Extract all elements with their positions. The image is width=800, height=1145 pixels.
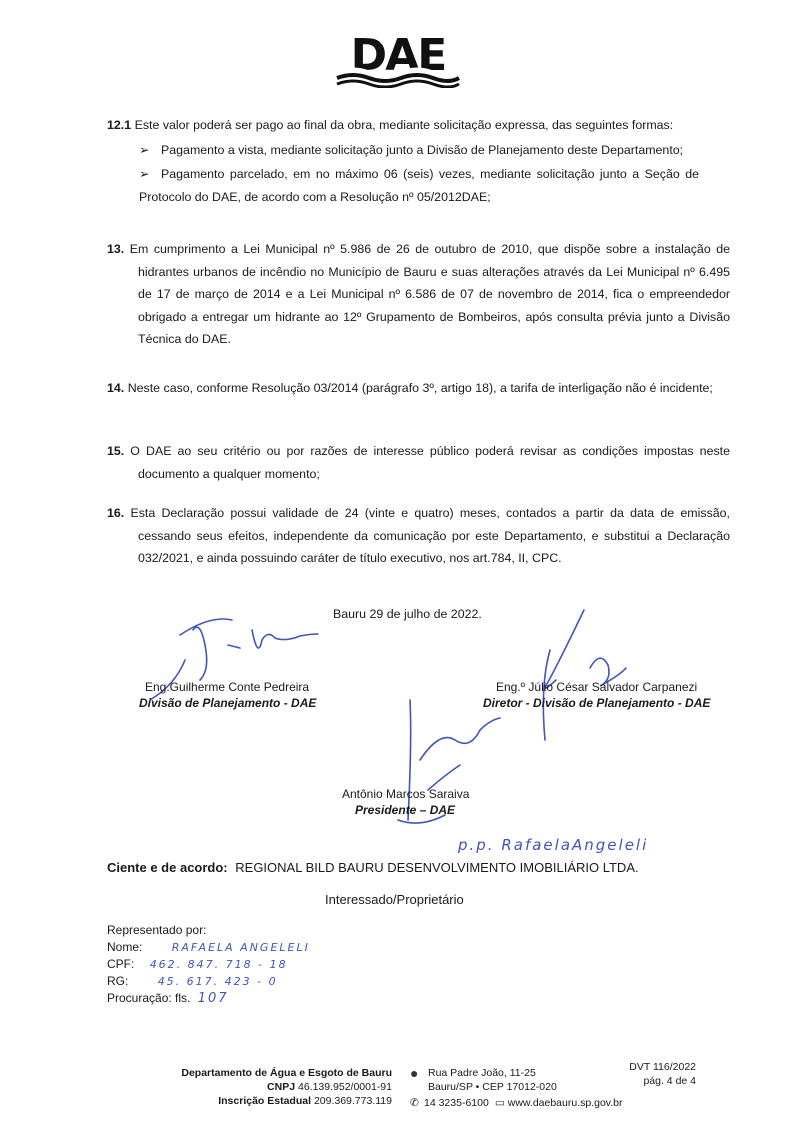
item-16 [107,502,730,570]
footer-ie: Inscrição Estadual 209.369.773.119 [218,1095,392,1107]
footer-org-name: Departamento de Água e Esgoto de Bauru [181,1067,392,1079]
item-text: Esta Declaração possui validade de 24 (vinte e quatro) meses, contados a partir da data de emissão, cessando seus efeitos, independente da comunicação por este Departamento, e substitui a Declaração 032/2021, e ainda possuindo caráter de título executivo, nos art.784, II, CPC. [130,506,730,566]
item-number: 13. [107,242,125,256]
date-line: Bauru 29 de julho de 2022. [333,607,482,621]
signature-center-role: Presidente – DAE [355,803,456,817]
item-number: 14. [107,381,125,395]
item-14 [107,377,730,400]
representative-title: Representado por: [107,923,207,937]
acknowledgement-company: REGIONAL BILD BAURU DESENVOLVIMENTO IMOBILIÁRIO LTDA. [235,860,639,875]
footer-page: pág. 4 de 4 [643,1075,696,1087]
acknowledgement-subtitle: Interessado/Proprietário [325,892,464,907]
bullet-2: ➢ Pagamento parcelado, em no máximo 06 (seis) vezes, mediante solicitação junto a Seção de Protocolo do DAE, de acordo com a Resolução nº 05/2012DAE; [139,163,699,208]
footer-address-line2: Bauru/SP • CEP 17012-020 [428,1081,557,1093]
svg-text:DAE: DAE [350,30,446,81]
signature-left-name: Eng.Guilherme Conte Pedreira [145,680,310,694]
signature-left-role: Divisão de Planejamento - DAE [139,696,317,710]
item-number: 12.1 [107,118,132,132]
item-12-1 [107,114,699,137]
representative-cpf-value: 462. 847. 718 - 18 [149,958,288,971]
footer-phone: 14 3235-6100 [424,1097,489,1109]
footer-address-line1: Rua Padre João, 11-25 [428,1067,536,1079]
representative-rg-value: 45. 617. 423 - 0 [157,975,278,988]
acknowledgement-line [107,860,639,875]
representative-proc-value: 107 [197,991,229,1006]
item-number: 16. [107,506,125,520]
location-pin-icon: ● [410,1065,419,1081]
item-text: Este valor poderá ser pago ao final da obra, mediante solicitação expressa, das seguintes formas: [134,118,674,132]
representative-rg-row: RG: 45. 617. 423 - 0 [107,974,278,988]
arrow-bullet-icon: ➢ [139,143,150,157]
item-text: Neste caso, conforme Resolução 03/2014 (parágrafo 3º, artigo 18), a tarifa de interligação não é incidente; [127,381,713,395]
footer-website[interactable]: www.daebauru.sp.gov.br [507,1097,623,1109]
representative-block [107,922,310,1007]
item-text: Em cumprimento a Lei Municipal nº 5.986 de 26 de outubro de 2010, que dispõe sobre a instalação de hidrantes urbanos de incêndio no Município de Bauru e suas alterações através da Lei Municipal nº 6.495 de 17 de março de 2014 e a Lei Municipal nº 6.586 de 07 de novembro de 2014, fica o empreendedor obrigado a entregar um hidrante ao 12º Grupamento de Bombeiros, após consulta prévia junto a Divisão Técnica do DAE. [129,242,730,347]
handwritten-pp-mark: p.p. RafaelaAngeleli [458,836,649,854]
representative-name-row: Nome: RAFAELA ANGELELI [107,940,310,954]
bullet-1: ➢ Pagamento a vista, mediante solicitação junto a Divisão de Planejamento deste Departamento; [139,139,699,162]
representative-name-value: RAFAELA ANGELELI [171,941,310,954]
item-15 [107,440,730,485]
dae-logo [333,28,463,88]
footer-cnpj: CNPJ 46.139.952/0001-91 [267,1081,392,1093]
acknowledgement-label: Ciente e de acordo: [107,860,228,875]
item-13 [107,238,730,351]
signature-center-name: Antônio Marcos Saraiva [342,787,470,801]
footer-org [140,1066,392,1108]
item-number: 15. [107,444,125,458]
item-text: O DAE ao seu critério ou por razões de interesse público poderá revisar as condições impostas neste documento a qualquer momento; [130,444,730,481]
footer-doc-info [596,1060,696,1088]
monitor-icon: ▭ [494,1097,505,1109]
phone-icon: ✆ [410,1097,419,1109]
signature-right-name: Eng.º Júlio César Salvador Carpanezi [496,680,698,694]
representative-proc-row: Procuração: fls. 107 [107,991,229,1006]
arrow-bullet-icon: ➢ [139,167,150,181]
signature-right-role: Diretor - Divisão de Planejamento - DAE [483,696,711,710]
footer-doc-id: DVT 116/2022 [629,1061,696,1073]
dae-logo-icon [333,28,463,88]
representative-cpf-row: CPF: 462. 847. 718 - 18 [107,957,288,971]
